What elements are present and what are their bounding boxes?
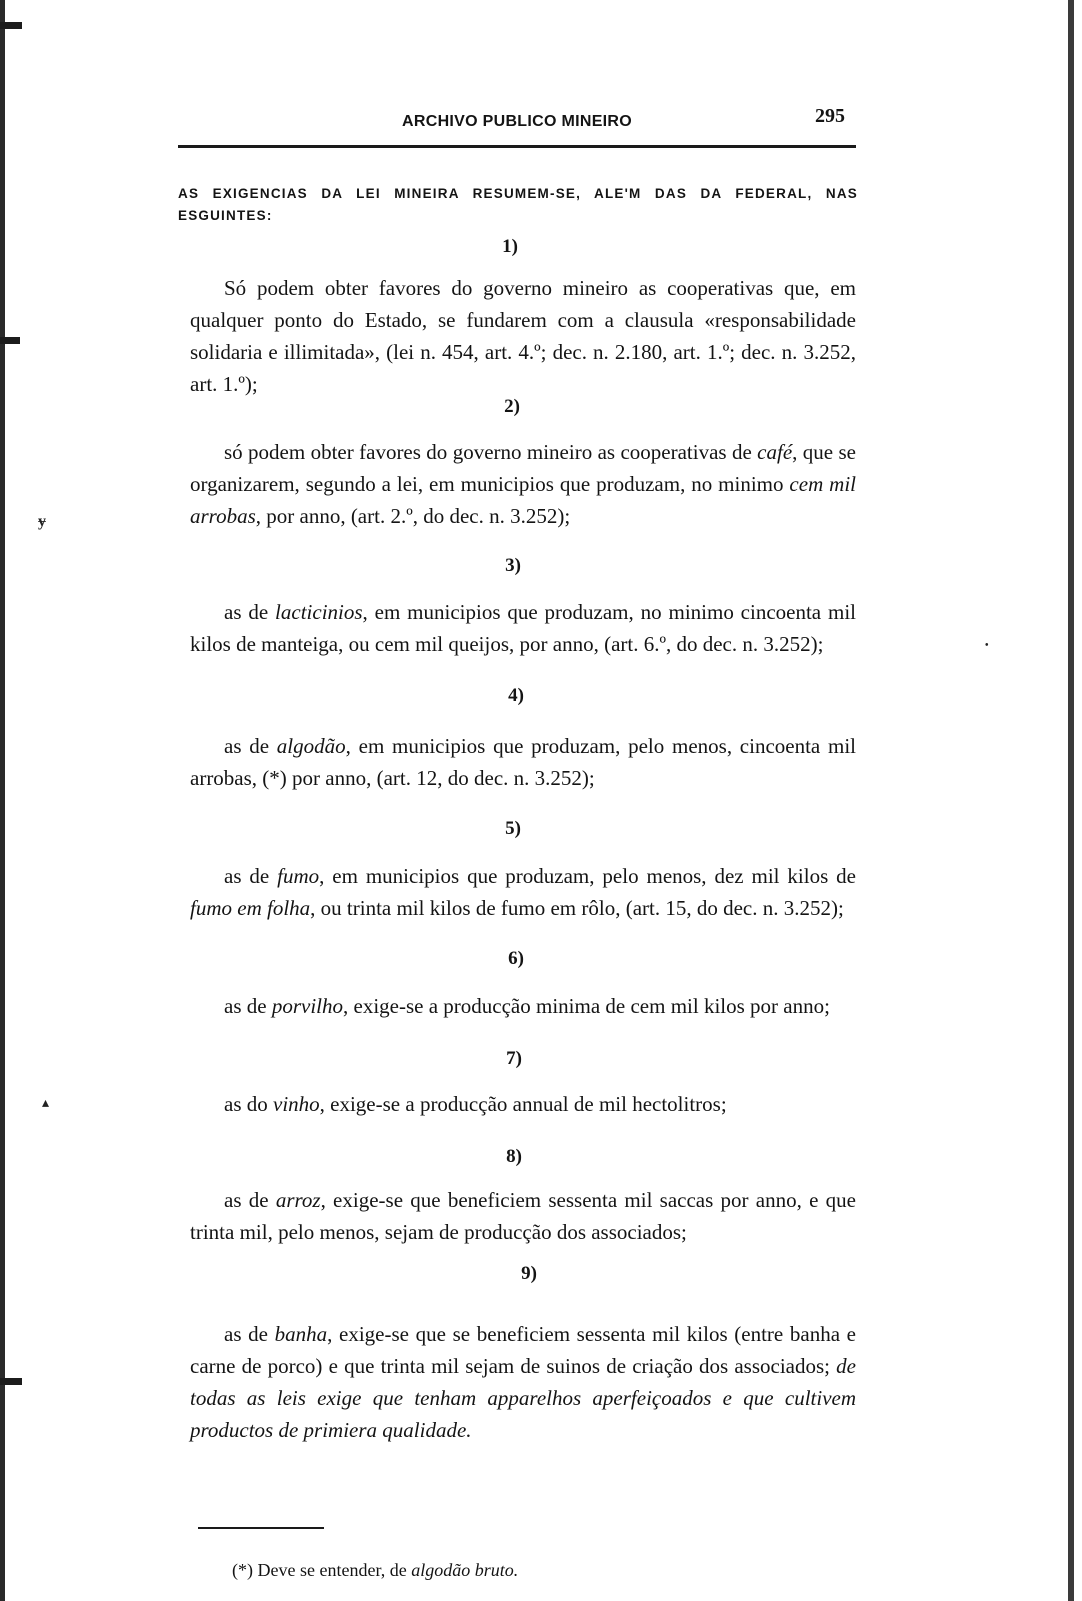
item-number: 7): [506, 1048, 522, 1069]
footnote-rule: [198, 1527, 324, 1529]
margin-speck: ▴: [42, 1096, 50, 1111]
footnote: (*) Deve se entender, de algodão bruto.: [232, 1560, 519, 1580]
item-number: 3): [505, 555, 521, 576]
item-paragraph-8: as de arroz, exige-se que beneficiem sessenta mil saccas por anno, e que trinta mil, pelo menos, sejam de producção dos associados;: [190, 1188, 856, 1244]
margin-speck: ɏ: [38, 513, 46, 530]
running-head: ARCHIVO PUBLICO MINEIRO: [402, 113, 633, 130]
item-paragraph-5: as de fumo, em municipios que produzam, pelo menos, dez mil kilos de fumo em folha, ou trinta mil kilos de fumo em rôlo, (art. 15, do dec. n. 3.252);: [190, 864, 856, 920]
scan-mark: [0, 22, 22, 29]
footnote-emphasis: algodão bruto.: [411, 1560, 519, 1580]
header-rule: [178, 145, 856, 148]
item-paragraph-2: só podem obter favores do governo mineiro as cooperativas de café, que se organizarem, segundo a lei, em municipios que produzam, no minimo cem mil arrobas, por anno, (art. 2.º, do dec. n. 3.252);: [190, 440, 856, 528]
item-paragraph-3: as de lacticinios, em municipios que produzam, no minimo cincoenta mil kilos de manteiga, ou cem mil queijos, por anno, (art. 6.º, do dec. n. 3.252);: [190, 600, 856, 656]
scan-mark: [0, 1378, 22, 1385]
scan-edge-left: [0, 0, 5, 1601]
scan-edge-right: [1068, 0, 1074, 1601]
item-number: 1): [502, 236, 518, 257]
scan-mark: [0, 337, 20, 344]
item-paragraph-1: Só podem obter favores do governo mineiro as cooperativas que, em qualquer ponto do Estado, se fundarem com a clausula «responsabilidade solidaria e illimitada», (lei n. 454, art. 4.º; dec. n. 2.180, art. 1.º; dec. n. 3.252, art. 1.º);: [190, 276, 856, 396]
item-number: 4): [508, 685, 524, 706]
item-number: 8): [506, 1146, 522, 1167]
item-number: 9): [521, 1263, 537, 1284]
item-paragraph-6: as de porvilho, exige-se a producção minima de cem mil kilos por anno;: [224, 994, 830, 1018]
intro-heading: AS EXIGENCIAS DA LEI MINEIRA RESUMEM-SE, ALE'M DAS DA FEDERAL, NAS ESGUINTES:: [178, 186, 858, 223]
footnote-marker: (*): [232, 1560, 253, 1580]
margin-speck: •: [985, 640, 989, 651]
item-paragraph-7: as do vinho, exige-se a producção annual de mil hectolitros;: [224, 1092, 727, 1116]
item-number: 5): [505, 818, 521, 839]
item-paragraph-9: as de banha, exige-se que se beneficiem sessenta mil kilos (entre banha e carne de porco) e que trinta mil sejam de suinos de criação dos associados; de todas as leis exige que tenham apparelhos aperfeiçoados e que cultivem productos de primiera qualidade.: [190, 1322, 856, 1442]
item-number: 6): [508, 948, 524, 969]
item-paragraph-4: as de algodão, em municipios que produzam, pelo menos, cincoenta mil arrobas, (*) por anno, (art. 12, do dec. n. 3.252);: [190, 734, 856, 790]
page-number: 295: [815, 105, 845, 127]
item-number: 2): [504, 396, 520, 417]
